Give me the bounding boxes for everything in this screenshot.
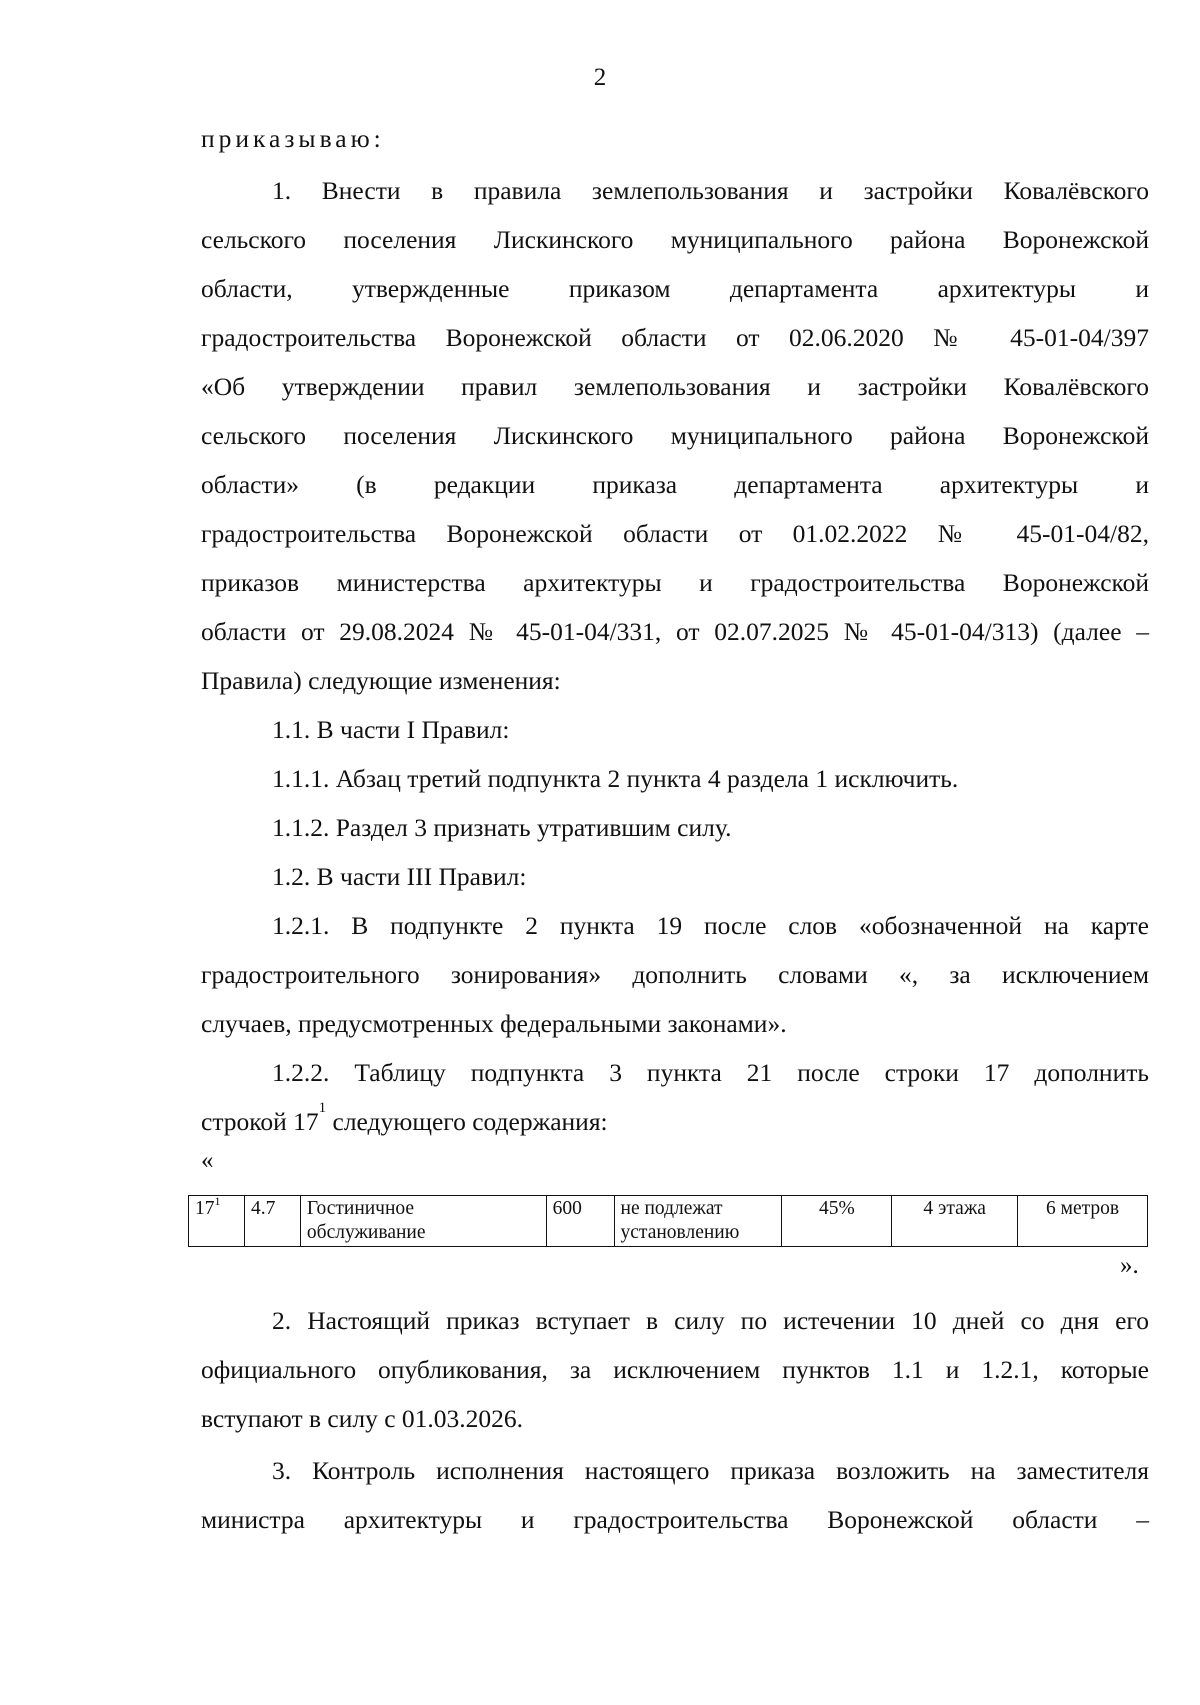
limit-line: не подлежат [620, 1198, 723, 1219]
para2-line: вступают в силу с 01.03.2026. [201, 1404, 524, 1433]
row-number: 17 [195, 1198, 215, 1219]
limit-line: установлению [620, 1222, 740, 1243]
closing-quote: ». [1120, 1252, 1139, 1279]
item-1-1-2: 1.1.2. Раздел 3 признать утратившим силу. [272, 813, 732, 842]
item-1-2-1-line: 1.2.1. В подпункте 2 пункта 19 после слов «обозначенной на карте [272, 911, 1149, 940]
para1-line: области, утвержденные приказом департамента архитектуры и [201, 274, 1149, 303]
max-area-cell [614, 1196, 782, 1247]
table-row [189, 1196, 1148, 1247]
para1-line: градостроительства Воронежской области от 02.06.2020 № 45-01-04/397 [201, 323, 1149, 352]
coverage-percent-cell: 45% [782, 1196, 892, 1247]
use-code-cell: 4.7 [244, 1196, 300, 1247]
min-area-cell: 600 [546, 1196, 614, 1247]
row-ref-text: строкой 17 [201, 1107, 319, 1136]
item-1-2-2-line [201, 1100, 1149, 1139]
para1-line: «Об утверждении правил землепользования и застройки Ковалёвского [201, 372, 1149, 401]
row-ref-superscript: 1 [318, 1100, 327, 1116]
opening-quote: « [201, 1147, 214, 1174]
para1-line: приказов министерства архитектуры и градостроительства Воронежской [201, 568, 1149, 597]
amendment-table [188, 1195, 1148, 1247]
item-1-2: 1.2. В части III Правил: [272, 862, 527, 891]
row-number-cell [189, 1196, 245, 1247]
para1-line: Правила) следующие изменения: [201, 666, 561, 695]
use-name-cell [300, 1196, 546, 1247]
para1-line: сельского поселения Лискинского муниципального района Воронежской [201, 225, 1149, 254]
para3-line: 3. Контроль исполнения настоящего приказа возложить на заместителя [272, 1456, 1149, 1485]
para3-line: министра архитектуры и градостроительства Воронежской области – [201, 1505, 1149, 1534]
para1-line: градостроительства Воронежской области от 01.02.2022 № 45-01-04/82, [201, 519, 1149, 548]
order-intro: приказываю: [201, 124, 385, 153]
para1-line: области» (в редакции приказа департамента архитектуры и [201, 470, 1149, 499]
height-cell: 6 метров [1018, 1196, 1148, 1247]
page-number: 2 [593, 64, 607, 91]
item-1-1-1: 1.1.1. Абзац третий подпункта 2 пункта 4 раздела 1 исключить. [272, 764, 959, 793]
floors-cell: 4 этажа [892, 1196, 1018, 1247]
para1-line: сельского поселения Лискинского муниципального района Воронежской [201, 421, 1149, 450]
row-ref-tail: следующего содержания: [326, 1107, 608, 1136]
item-1-2-1-line: случаев, предусмотренных федеральными законами». [201, 1009, 787, 1038]
use-name-line: обслуживание [306, 1222, 426, 1243]
row-number-superscript: 1 [214, 1194, 221, 1208]
para1-line: области от 29.08.2024 № 45-01-04/331, от 02.07.2025 № 45-01-04/313) (далее – [201, 617, 1149, 646]
para2-line: 2. Настоящий приказ вступает в силу по истечении 10 дней со дня его [272, 1306, 1149, 1335]
para1-line: 1. Внести в правила землепользования и застройки Ковалёвского [272, 176, 1149, 205]
item-1-2-1-line: градостроительного зонирования» дополнить словами «, за исключением [201, 960, 1149, 989]
item-1-1: 1.1. В части I Правил: [272, 715, 510, 744]
use-name-line: Гостиничное [306, 1198, 415, 1219]
para2-line: официального опубликования, за исключением пунктов 1.1 и 1.2.1, которые [201, 1355, 1149, 1384]
item-1-2-2-line: 1.2.2. Таблицу подпункта 3 пункта 21 после строки 17 дополнить [272, 1058, 1149, 1087]
